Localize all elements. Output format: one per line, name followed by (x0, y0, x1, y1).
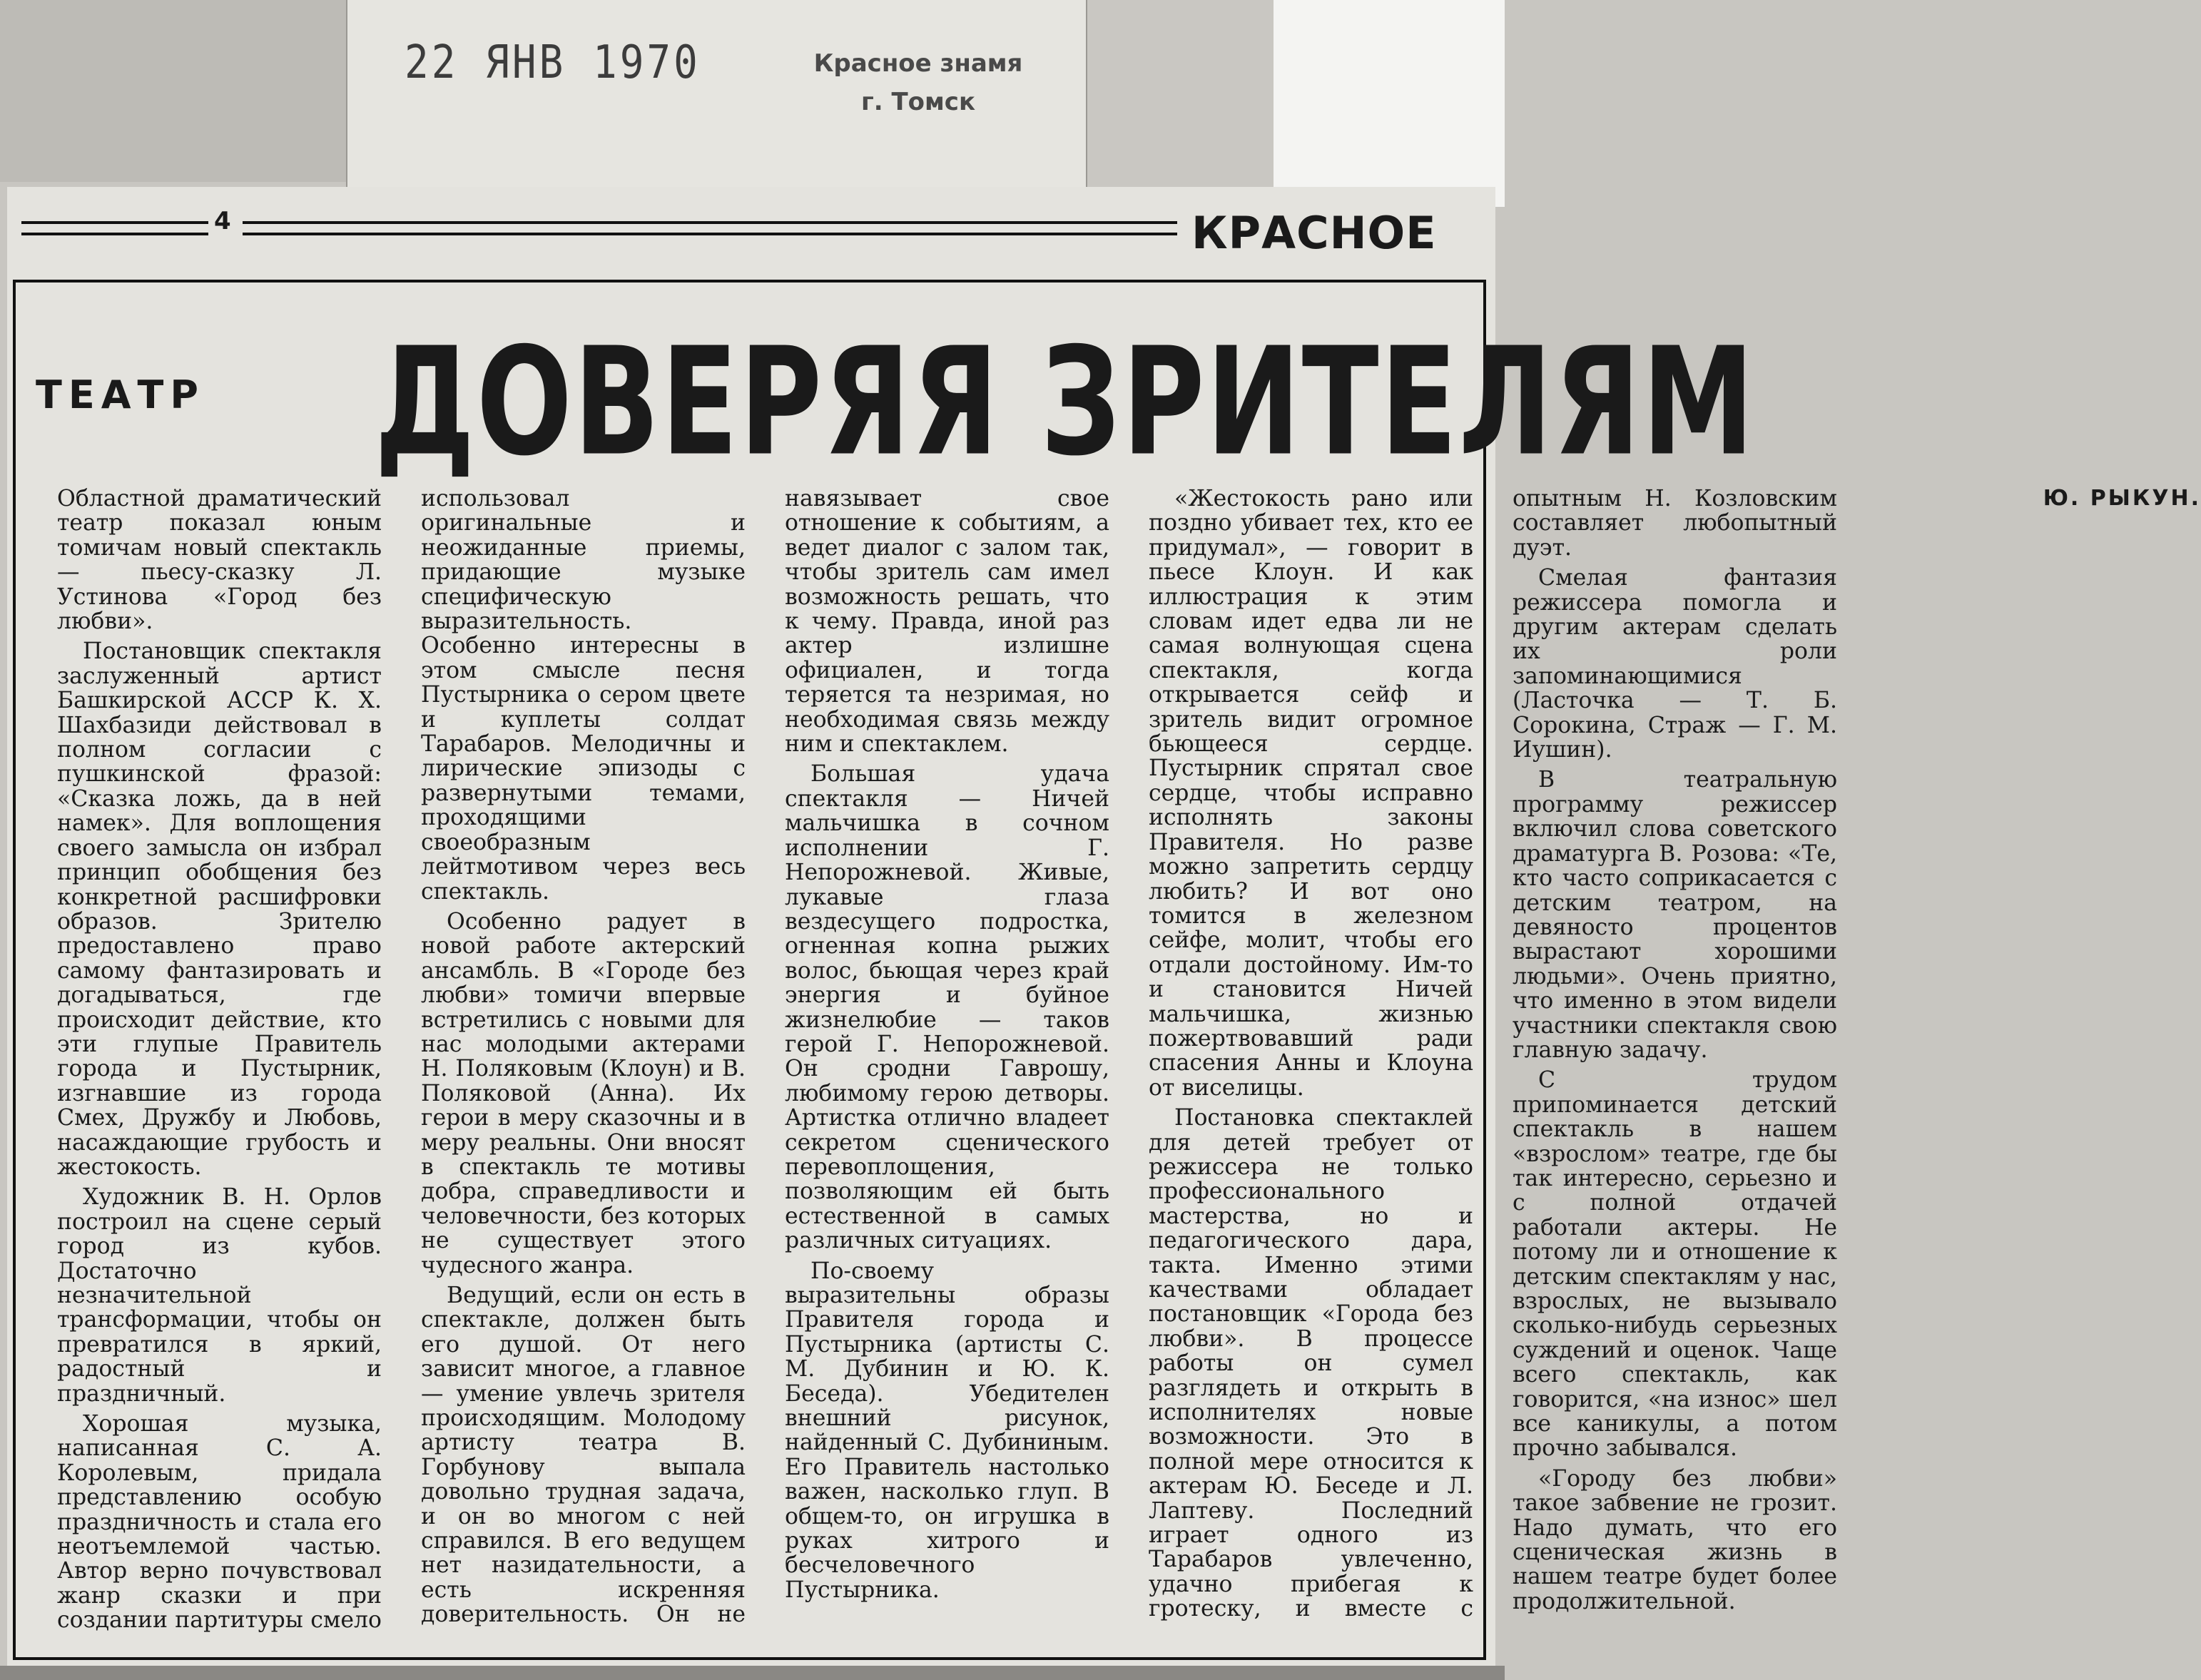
paragraph: Большая удача спектакля — Ничей мальчишка в сочном исполнении Г. Непорожневой. Живые, лукавые глаза вездесущего подростка, огненная копна рыжих волос, бьющая через край энергия и буйное жизнелюбие — таков герой Г. Непорожневой. Он сродни Гаврошу, любимому герою детворы. Артистка отлично владеет секретом сценического перевоплощения, позволяющим ей быть естественной в самых различных ситуациях. (785, 761, 1109, 1254)
paragraph: По-своему выразительны образы Правителя города и Пустырника (артисты С. М. Дубинин и Ю. К. Беседа). Убедителен внешний рисунок, найденный С. Дубининым. Его Правитель настолько важен, насколько глуп. В общем-то, он игрушка в руках хитрого и бесчеловечного Пустырника. (785, 1258, 1109, 1603)
background-left (0, 0, 346, 182)
paragraph: Смелая фантазия режиссера помогла и другим актерам сделать их роли запоминающимися (Ласточка — Т. Б. Сорокина, Страж — Г. М. Иушин). (1513, 565, 1837, 763)
background-bottom (0, 1666, 1505, 1680)
masthead: КРАСНОЕ (1191, 207, 1437, 259)
paragraph: Постановщик спектакля заслуженный артист Башкирской АССР К. Х. Шахбазиди действовал в полном согласии с пушкинской фразой: «Сказка ложь, да в ней намек». Для воплощения своего замысла он избрал принцип обобщения без конкретной расшифровки образов. Зрителю предоставлено право самому фантазировать и догадываться, где происходит действие, кто эти глупые Правитель города и Пустырник, изгнавшие из города Смех, Дружбу и Любовь, насаждающие грубость и жестокость. (57, 638, 382, 1180)
paragraph: Ведущий, если он есть в спектакле, должен быть его душой. От него зависит многое, а главное — умение увлечь зрителя происходящим. Молодому артисту театра В. Горбунову выпала довольно трудная задача, и он во многом с ней справился. В его ведущем нет назидательности, а есть искренняя доверительность. Он не навязывает свое отношение к событиям, а ведет диалог с залом так, чтобы зритель сам имел возможность решать, что к чему. Правда, иной раз актер излишне официален, и тогда теряется та незримая, но необходимая связь между ним и спектаклем. (421, 486, 1109, 1628)
headline: ДОВЕРЯЯ ЗРИТЕЛЯМ (375, 315, 1756, 489)
stamp-source-city: г. Томск (860, 88, 976, 116)
article-body (57, 486, 2201, 1642)
stamp-source (768, 44, 1068, 121)
paragraph: Постановка спектаклей для детей требует от режиссера не только профессионального мастерства, но и педагогического дара, такта. Именно этими качествами обладает постановщик «Города без любви». В процессе работы он сумел разглядеть и открыть в исполнителях новые возможности. Это в полной мере относится к актерам Ю. Беседе и Л. Лаптеву. Последний играет одного из Тарабаров увлеченно, удачно прибегая к гротеску, и вместе с опытным Н. Козловским составляет любопытный дуэт. (1149, 486, 1837, 1622)
paragraph: «Городу без любви» такое забвение не грозит. Надо думать, что его сценическая жизнь в нашем театре будет более продолжительной. (1513, 1465, 1837, 1614)
background-middle (1084, 0, 1274, 200)
archive-stamp-slip (346, 0, 1087, 200)
paragraph: Областной драматический театр показал юным томичам новый спектакль — пьесу-сказку Л. Устинова «Город без любви». (57, 486, 382, 635)
stamp-source-newspaper: Красное знамя (813, 49, 1023, 78)
paragraph: Особенно радует в новой работе актерский ансамбль. В «Городе без любви» томичи впервые встретились с новыми для нас молодыми актерами Н. Поляковым (Клоун) и В. Поляковой (Анна). Их герои в меру сказочны и в меру реальны. Они вносят в спектакль те мотивы добра, справедливости и человечности, без которых не существует этого чудесного жанра. (421, 908, 746, 1278)
page-number: 4 (214, 207, 231, 235)
paragraph: В театральную программу режиссер включил слова советского драматурга В. Розова: «Те, кто часто соприкасается с детским театром, на девяносто процентов вырастают хорошими людьми». Очень приятно, что именно в этом видели участники спектакля свою главную задачу. (1513, 767, 1837, 1063)
rubric-label: ТЕАТР (36, 372, 205, 417)
author-signature: Ю. РЫКУН. (2043, 486, 2201, 511)
paragraph: Художник В. Н. Орлов построил на сцене серый город из кубов. Достаточно незначительной трансформации, чтобы он превратился в яркий, радостный и праздничный. (57, 1184, 382, 1407)
header-rule-left (21, 221, 208, 235)
header-rule-right (243, 221, 1177, 235)
background-right (1274, 0, 1505, 207)
paragraph: «Жестокость рано или поздно убивает тех, кто ее придумал», — говорит в пьесе Клоун. И как иллюстрация к этим словам идет едва ли не самая волнующая сцена спектакля, когда открывается сейф и зритель видит огромное бьющееся сердце. Пустырник спрятал свое сердце, чтобы исправно исполнять законы Правителя. Но разве можно запретить сердцу любить? И вот оно томится в железном сейфе, молит, чтобы его отдали достойному. Им-то и становится Ничей мальчишка, жизнью пожертвовавший ради спасения Анны и Клоуна от виселицы. (1149, 486, 1473, 1101)
paragraph: С трудом припоминается детский спектакль в нашем «взрослом» театре, где бы так интересно, серьезно и с полной отдачей работали актеры. Не потому ли и отношение к детским спектаклям у нас, взрослых, не вызывало сколько-нибудь серьезных суждений и оценок. Чаще всего спектакль, как говорится, «на износ» шел все каникулы, а потом прочно забывался. (1513, 1067, 1837, 1462)
newspaper-clipping (7, 187, 2201, 1666)
stamp-date: 22 ЯНВ 1970 (405, 36, 701, 89)
paragraph: Хорошая музыка, написанная С. А. Королевым, придала представлению особую праздничность и стала его неотъемлемой частью. Автор верно почувствовал жанр сказки и при создании партитуры смело использовал оригинальные и неожиданные приемы, придающие музыке специфическую выразительность. Особенно интересны в этом смысле песня Пустырника о сером цвете и куплеты солдат Тарабаров. Мелодичны и лирические эпизоды с развернутыми темами, проходящими своеобразным лейтмотивом через весь спектакль. (57, 486, 746, 1634)
